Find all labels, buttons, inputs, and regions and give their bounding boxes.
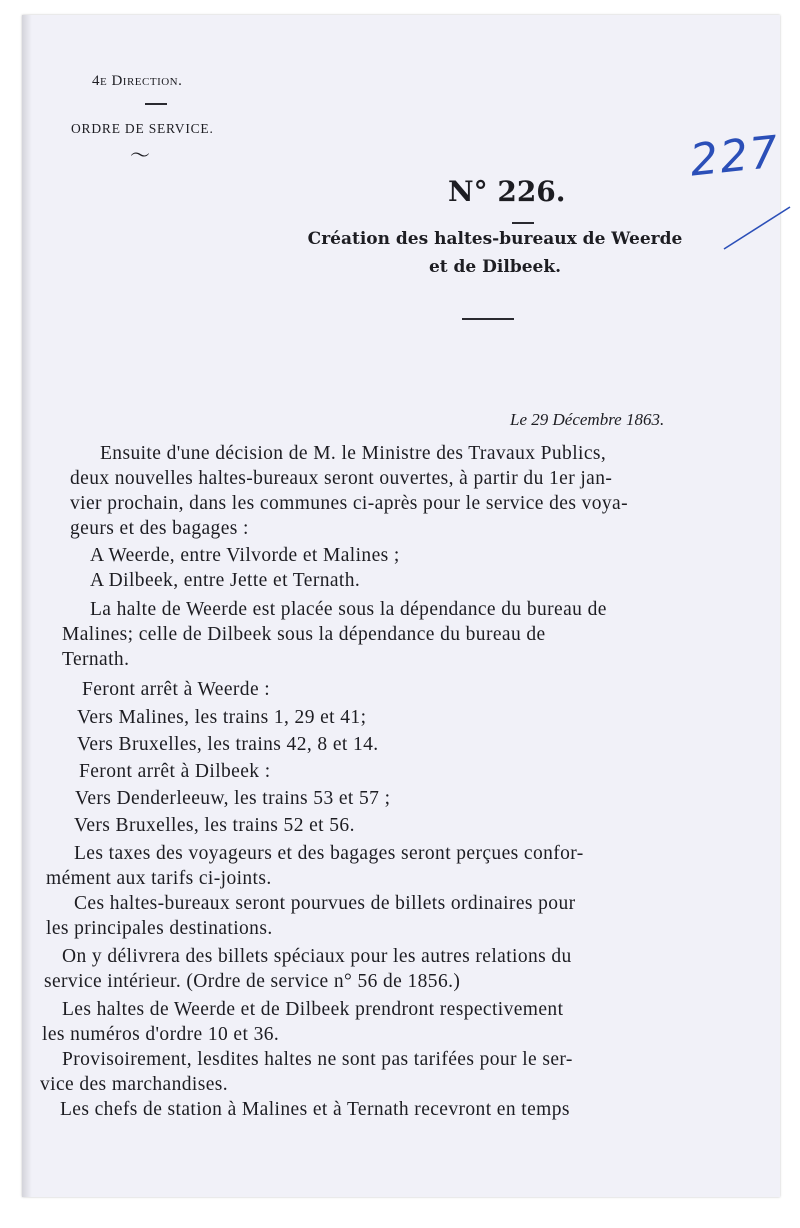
text-line: mément aux tarifs ci-joints. <box>46 868 272 889</box>
text-line: les principales destinations. <box>46 918 273 939</box>
text-line: Vers Denderleeuw, les trains 53 et 57 ; <box>75 788 391 809</box>
text-line: geurs et des bagages : <box>70 518 249 539</box>
document-date: Le 29 Décembre 1863. <box>510 410 665 429</box>
pen-stroke <box>722 205 792 251</box>
ornament-tilde: 〜 <box>130 145 150 167</box>
text-line: Ces haltes-bureaux seront pourvues de billets ordinaires pour <box>74 893 576 914</box>
document-page <box>22 15 783 1197</box>
text-line: Feront arrêt à Weerde : <box>82 679 271 700</box>
number-rule <box>512 222 534 224</box>
text-line: Vers Malines, les trains 1, 29 et 41; <box>77 707 367 728</box>
text-line: A Dilbeek, entre Jette et Ternath. <box>90 570 361 591</box>
text-line: Provisoirement, lesdites haltes ne sont pas tarifées pour le ser- <box>62 1049 573 1070</box>
text-line: Les chefs de station à Malines et à Ternath recevront en temps <box>60 1099 570 1120</box>
order-number: N° 226. <box>448 175 566 208</box>
text-line: les numéros d'ordre 10 et 36. <box>42 1024 280 1045</box>
header-rule <box>145 103 167 105</box>
text-line: Malines; celle de Dilbeek sous la dépendance du bureau de <box>62 624 546 645</box>
text-line: vice des marchandises. <box>40 1074 229 1095</box>
text-line: Vers Bruxelles, les trains 52 et 56. <box>74 815 355 836</box>
text-line: Les taxes des voyageurs et des bagages seront perçues confor- <box>74 843 584 864</box>
handwritten-page-number: 227 <box>687 126 783 187</box>
text-line: Feront arrêt à Dilbeek : <box>79 761 271 782</box>
text-line: Les haltes de Weerde et de Dilbeek prendront respectivement <box>62 999 564 1020</box>
text-line: vier prochain, dans les communes ci-après pour le service des voya- <box>70 493 628 514</box>
title-line-2: et de Dilbeek. <box>428 257 562 277</box>
text-line: La halte de Weerde est placée sous la dépendance du bureau de <box>90 599 607 620</box>
text-line: Ternath. <box>62 649 130 670</box>
text-line: A Weerde, entre Vilvorde et Malines ; <box>90 545 400 566</box>
title-line-1: Création des haltes-bureaux de Weerde <box>307 229 683 249</box>
text-line: Vers Bruxelles, les trains 42, 8 et 14. <box>77 734 379 755</box>
text-line: service intérieur. (Ordre de service n° 56 de 1856.) <box>44 971 461 992</box>
direction-label: 4e Direction. <box>92 73 183 89</box>
text-line: deux nouvelles haltes-bureaux seront ouvertes, à partir du 1er jan- <box>70 468 613 489</box>
order-of-service-label: ORDRE DE SERVICE. <box>71 121 214 136</box>
text-line: On y délivrera des billets spéciaux pour les autres relations du <box>62 946 572 967</box>
text-line: Ensuite d'une décision de M. le Ministre des Travaux Publics, <box>100 443 607 464</box>
document-title <box>260 225 730 281</box>
title-rule <box>462 318 514 320</box>
